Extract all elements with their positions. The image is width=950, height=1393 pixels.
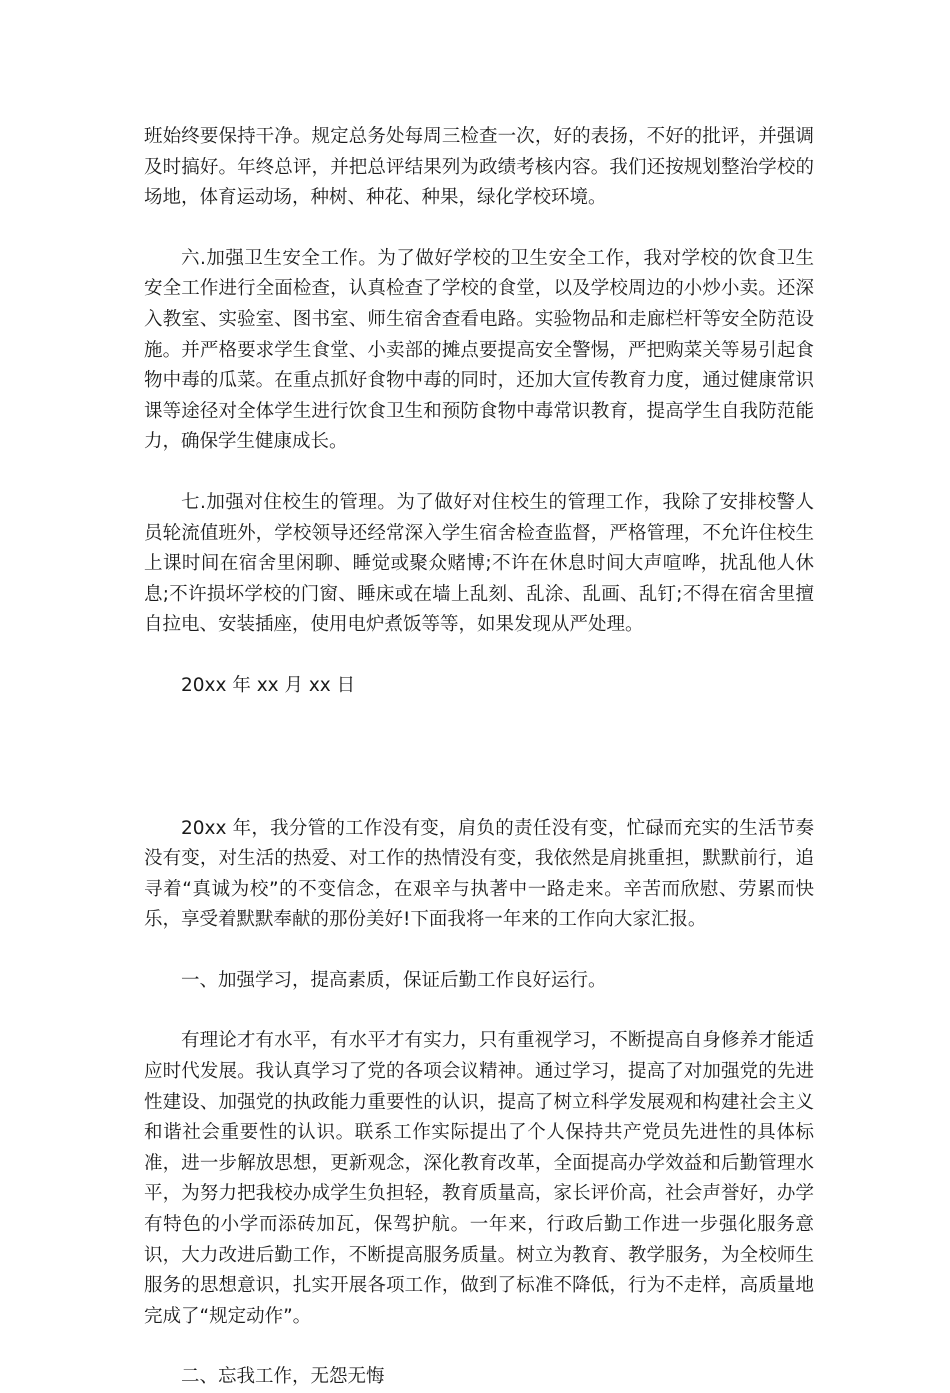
paragraph-section-seven-boarding: 七.加强对住校生的管理。为了做好对住校生的管理工作，我除了安排校警人员轮流值班外，学校领导还经常深入学生宿舍检查监督，严格管理，不允许住校生上课时间在宿舍里闲聊、睡觉或聚众赌博;不许在休息时间大声喧哗，扰乱他人休息;不许损坏学校的门窗、睡床或在墙上乱刻、乱涂、乱画、乱钉;不得在宿舍里擅自拉电、安装插座，使用电炉煮饭等等，如果发现从严处理。: [144, 491, 814, 636]
document-body: [144, 122, 814, 1393]
document-date: 20xx 年 xx 月 xx 日: [181, 674, 356, 696]
paragraph-report-intro: 20xx 年，我分管的工作没有变，肩负的责任没有变，忙碌而充实的生活节奏没有变，对生活的热爱、对工作的热情没有变，我依然是肩挑重担，默默前行，追寻着“真诚为校”的不变信念，在艰辛与执著中一路走来。辛苦而欣慰、劳累而快乐，享受着默默奉献的那份美好!下面我将一年来的工作向大家汇报。: [144, 817, 814, 931]
heading-section-one: 一、加强学习，提高素质，保证后勤工作良好运行。: [181, 969, 607, 991]
paragraph-study-quality: 有理论才有水平，有水平才有实力，只有重视学习，不断提高自身修养才能适应时代发展。我认真学习了党的各项会议精神。通过学习，提高了对加强党的先进性建设、加强党的执政能力重要性的认识，提高了树立科学发展观和构建社会主义和谐社会重要性的认识。联系工作实际提出了个人保持共产党员先进性的具体标准，进一步解放思想，更新观念，深化教育改革，全面提高办学效益和后勤管理水平，为努力把我校办成学生负担轻，教育质量高，家长评价高，社会声誉好，办学有特色的小学而添砖加瓦，保驾护航。一年来，行政后勤工作进一步强化服务意识，大力改进后勤工作，不断提高服务质量。树立为教育、教学服务，为全校师生服务的思想意识，扎实开展各项工作，做到了标准不降低，行为不走样，高质量地完成了“规定动作”。: [144, 1030, 814, 1327]
heading-section-two: 二、忘我工作，无怨无悔: [181, 1366, 385, 1388]
paragraph-environment-continuation: 班始终要保持干净。规定总务处每周三检查一次，好的表扬，不好的批评，并强调及时搞好。年终总评，并把总评结果列为政绩考核内容。我们还按规划整治学校的场地，体育运动场，种树、种花、种果，绿化学校环境。: [144, 126, 814, 209]
paragraph-section-six-safety: 六.加强卫生安全工作。为了做好学校的卫生安全工作，我对学校的饮食卫生安全工作进行全面检查，认真检查了学校的食堂，以及学校周边的小炒小卖。还深入教室、实验室、图书室、师生宿舍查看电路。实验物品和走廊栏杆等安全防范设施。并严格要求学生食堂、小卖部的摊点要提高安全警惕，严把购菜关等易引起食物中毒的瓜菜。在重点抓好食物中毒的同时，还加大宣传教育力度，通过健康常识课等途径对全体学生进行饮食卫生和预防食物中毒常识教育，提高学生自我防范能力，确保学生健康成长。: [144, 247, 814, 453]
